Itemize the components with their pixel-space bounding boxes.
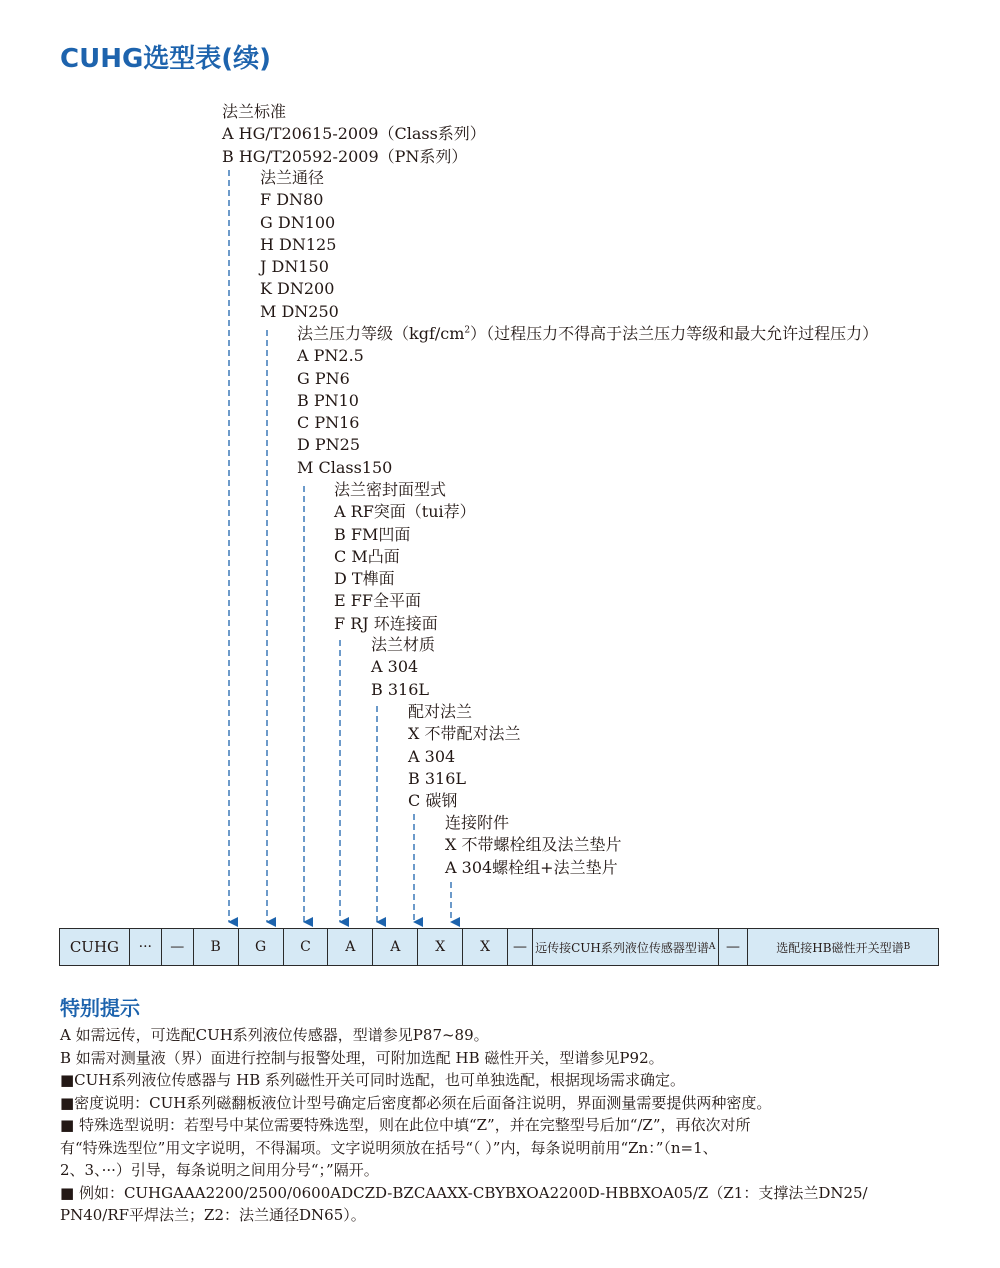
- note-line: PN40/RF平焊法兰；Z2：法兰通径DN65）。: [60, 1206, 366, 1224]
- option-line: G PN6: [297, 368, 350, 388]
- group-heading: 配对法兰: [408, 702, 473, 721]
- code-cell-prefix: CUHG: [60, 929, 130, 965]
- notes-title: 特别提示: [60, 996, 140, 1020]
- option-line: B HG/T20592-2009（PN系列）: [222, 146, 468, 166]
- option-line: G DN100: [260, 212, 336, 232]
- page-title: CUHG选型表(续): [60, 44, 272, 74]
- option-line: B 316L: [371, 679, 430, 699]
- heading-superscript: 2: [464, 325, 471, 336]
- option-line: M Class150: [297, 457, 393, 477]
- code-cell-hb-switch: 选配接HB磁性开关型谱 B: [776, 940, 911, 955]
- option-line: B PN10: [297, 390, 359, 410]
- code-cell-material: A: [373, 929, 418, 965]
- code-cell-sealing: A: [328, 929, 373, 965]
- note-line: ■CUH系列液位传感器与 HB 系列磁性开关可同时选配，也可单独选配，根据现场需求确定。: [60, 1071, 686, 1089]
- option-line: X 不带配对法兰: [408, 724, 521, 744]
- code-cell-diameter: G: [239, 929, 284, 965]
- option-line: A RF突面（tui荐）: [334, 502, 476, 522]
- code-cell-dash: —: [719, 929, 749, 965]
- heading-post: ）（过程压力不得高于法兰压力等级和最大允许过程压力）: [470, 324, 879, 343]
- option-line: A 304: [371, 657, 419, 677]
- code-cell-mating: X: [418, 929, 463, 965]
- option-line: C 碳钢: [408, 791, 458, 811]
- option-line: A 304: [408, 746, 456, 766]
- option-line: H DN125: [260, 234, 337, 254]
- option-line: D PN25: [297, 435, 361, 455]
- group-heading: 法兰密封面型式: [334, 480, 447, 499]
- option-line: M DN250: [260, 301, 339, 321]
- option-line: F RJ 环连接面: [334, 613, 438, 633]
- notes-body: [60, 1024, 960, 1227]
- group-heading: 法兰材质: [371, 635, 436, 654]
- note-line: ■ 特殊选型说明：若型号中某位需要特殊选型，则在此位中填“Z”，并在完整型号后加“/Z”，再依次对所: [60, 1116, 751, 1134]
- note-line: 2、3、···）引导，每条说明之间用分号“；”隔开。: [60, 1161, 379, 1179]
- option-line: B 316L: [408, 768, 467, 788]
- option-line: A HG/T20615-2009（Class系列）: [222, 124, 486, 144]
- code-cell-ellipsis: ···: [130, 929, 162, 965]
- option-line: B FM凹面: [334, 524, 411, 544]
- code-cell-accessories: X: [463, 929, 508, 965]
- option-line: A 304螺栓组+法兰垫片: [445, 857, 618, 877]
- code-cell-remote-sensor: 远传接CUH系列液位传感器型谱 A: [533, 929, 719, 965]
- option-line: C PN16: [297, 413, 360, 433]
- heading-pre: 法兰压力等级（kgf/cm: [297, 324, 465, 343]
- option-line: J DN150: [260, 257, 329, 277]
- remote-sensor-label: 远传接CUH系列液位传感器型谱: [535, 940, 709, 955]
- code-cell-pressure: C: [284, 929, 329, 965]
- group-heading: 法兰标准: [222, 102, 287, 121]
- option-line: E FF全平面: [334, 591, 421, 611]
- group-heading: 法兰通径: [260, 168, 325, 187]
- code-cell-dash: —: [162, 929, 194, 965]
- note-line: ■ 例如：CUHGAAA2200/2500/0600ADCZD-BZCAAXX-CBYBXOA2200D-HBBXOA05/Z（Z1：支撑法兰DN25/: [60, 1183, 868, 1202]
- note-line: ■密度说明：CUH系列磁翻板液位计型号确定后密度都必须在后面备注说明，界面测量需要提供两种密度。: [60, 1093, 772, 1112]
- option-line: F DN80: [260, 190, 324, 210]
- option-line: C M凸面: [334, 546, 400, 566]
- option-line: A PN2.5: [297, 346, 364, 366]
- hb-switch-label: 选配接HB磁性开关型谱: [776, 940, 904, 955]
- group-heading: 连接附件: [445, 813, 510, 832]
- option-line: X 不带螺栓组及法兰垫片: [445, 835, 622, 855]
- note-line: 有“特殊选型位”用文字说明，不得漏项。文字说明须放在括号“（ ）”内，每条说明前用“Zn：”（n=1、: [60, 1138, 718, 1157]
- model-code-row: [59, 928, 939, 966]
- note-line: B 如需对测量液（界）面进行控制与报警处理，可附加选配 HB 磁性开关，型谱参见P92。: [60, 1048, 664, 1067]
- code-cell-dash: —: [508, 929, 533, 965]
- option-line: D T榫面: [334, 569, 395, 589]
- note-line: A 如需远传，可选配CUH系列液位传感器，型谱参见P87~89。: [60, 1026, 489, 1044]
- option-line: K DN200: [260, 279, 335, 299]
- code-cell-standard: B: [194, 929, 239, 965]
